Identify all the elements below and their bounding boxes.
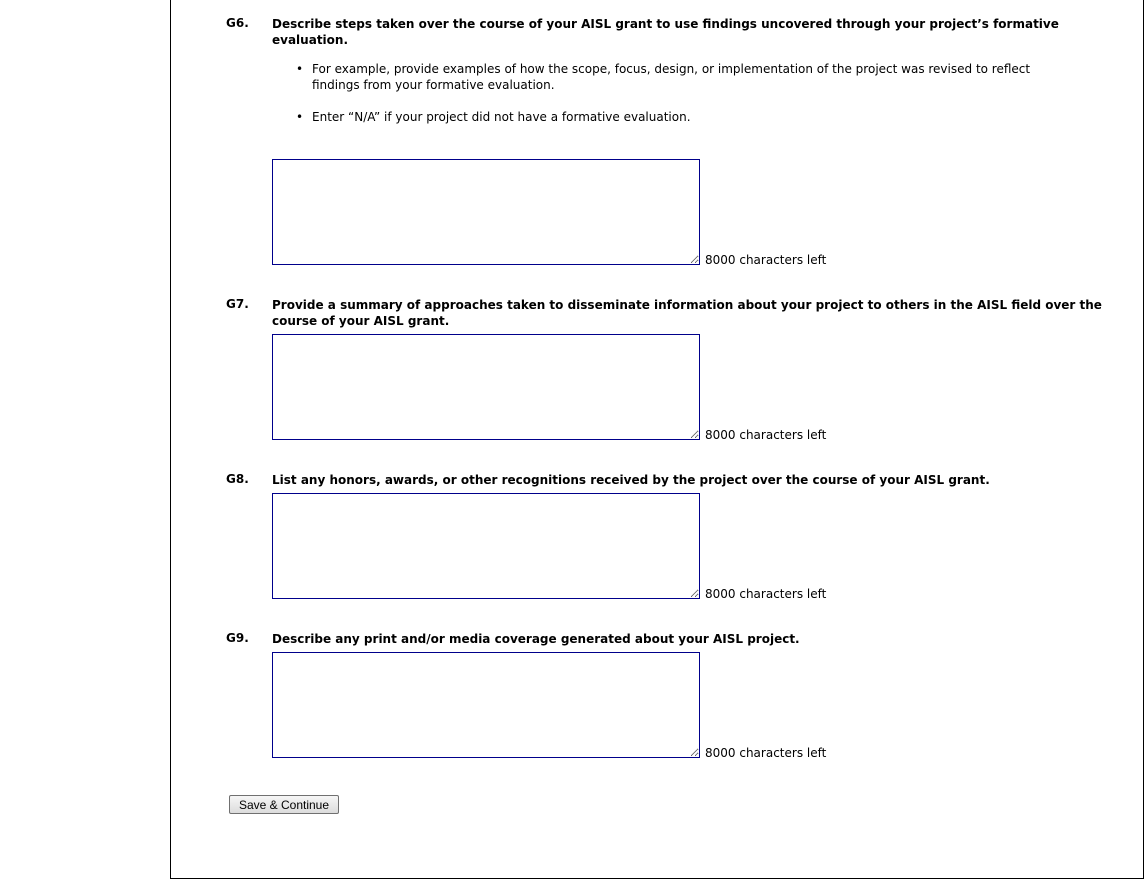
save-continue-button[interactable]: Save & Continue (229, 795, 339, 814)
g7-character-counter: 8000 characters left (705, 428, 827, 442)
g7-response-textarea[interactable] (272, 334, 700, 440)
g8-character-counter: 8000 characters left (705, 587, 827, 601)
question-text-g9: Describe any print and/or media coverage generated about your AISL project. (272, 632, 800, 646)
g9-character-counter: 8000 characters left (705, 746, 827, 760)
guidance-item: • Enter “N/A” if your project did not have a formative evaluation. (296, 109, 1066, 125)
question-text-g7: Provide a summary of approaches taken to disseminate information about your project to others in the AISL field over the course of your AISL grant. (272, 298, 1102, 328)
g6-response-textarea[interactable] (272, 159, 700, 265)
g6-guidance-list (296, 61, 1066, 141)
question-number-g7: G7. (226, 297, 249, 311)
g9-response-textarea[interactable] (272, 652, 700, 758)
question-number-g6: G6. (226, 16, 249, 30)
g8-response-textarea[interactable] (272, 493, 700, 599)
guidance-item: • For example, provide examples of how the scope, focus, design, or implementation of the project was revised to reflect findings from your formative evaluation. (296, 61, 1066, 93)
question-text-g6: Describe steps taken over the course of your AISL grant to use findings uncovered through your project’s formative evaluation. (272, 17, 1059, 47)
question-number-g8: G8. (226, 472, 249, 486)
question-number-g9: G9. (226, 631, 249, 645)
question-text-g8: List any honors, awards, or other recognitions received by the project over the course of your AISL grant. (272, 473, 990, 487)
g6-character-counter: 8000 characters left (705, 253, 827, 267)
